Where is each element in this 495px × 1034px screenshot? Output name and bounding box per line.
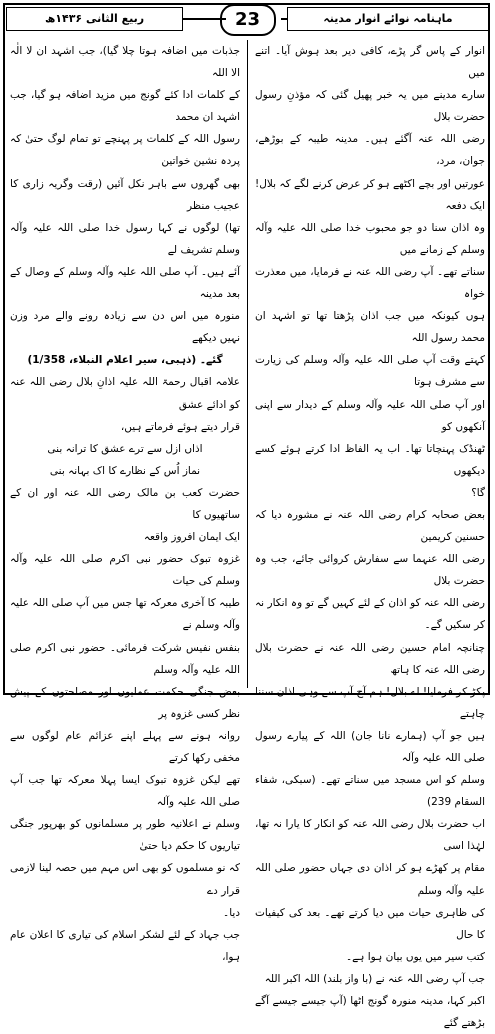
reference-line: وسلم کو اس مسجد میں سناتے تھے۔ (سبکی، شفاء السقام 239) (255, 774, 485, 809)
text-line: ٹھنڈک پہنچاتا تھا۔ اب یہ الفاظ ادا کرتے ہوئے کسے دیکھوں (255, 442, 485, 477)
text-line: رضی اللہ عنہما سے سفارش کروائی جائے، جب وہ حضرت بلال (255, 553, 485, 588)
text-line: ہیں جو آپ (ہمارے نانا جان) اللہ کے پیارے رسول صلی اللہ علیہ وآلہ (255, 729, 485, 764)
text-line: علامہ اقبال رحمۃ اللہ علیہ اذانِ بلال رضی اللہ عنہ کو ادائے عشق (10, 376, 240, 411)
text-line: ہوں کیونکہ میں جب اذان پڑھتا تھا تو اشہد ان محمد رسول اللہ (255, 310, 485, 345)
text-line: پکڑ کر فرمایا! اے بلال! ہم آج آپ سے وہی اذان سننا چاہتے (255, 685, 485, 720)
text-line: کہتے وقت آپ صلی اللہ علیہ وآلہ وسلم کی زیارت سے مشرف ہوتا (255, 354, 485, 389)
text-line: بھی گھروں سے باہر نکل آئیں (رقت وگریہ زاری کا عجیب منظر (10, 177, 240, 212)
text-line: وسلم نے اعلانیہ طور پر مسلمانوں کو بھرپور جنگی تیاریوں کا حکم دیا حتیٰ (10, 818, 240, 853)
text-line: جب جہاد کے لئے لشکر اسلام کی تیاری کا اعلان عام ہوا، (10, 928, 240, 963)
magazine-title: ماہنامہ نوائے انوار مدینہ (287, 7, 489, 31)
section-heading: حضرت کعب بن مالک رضی اللہ عنہ اور ان کے ساتھیوں کا (10, 486, 240, 521)
text-line: جذبات میں اضافہ ہوتا چلا گیا)، جب اشہد ان لا الٰہ الا اللہ (10, 45, 240, 80)
reference-line: گئے۔ (ذہبی، سیر اعلام النبلاء، 1/358) (27, 354, 223, 367)
text-line: کی ظاہری حیات میں دیا کرتے تھے۔ بعد کی کیفیات کا حال (255, 906, 485, 941)
section-heading: ایک ایمان افروز واقعہ (143, 531, 240, 544)
text-line: غزوہ تبوک حضور نبی اکرم صلی اللہ علیہ وآلہ وسلم کی حیات (10, 553, 240, 588)
page-header (6, 7, 489, 33)
text-line: اکبر کہا، مدینہ منورہ گونج اٹھا (آپ جیسے جیسے آگے بڑھتے گئے (255, 995, 485, 1030)
poem-verse: نماز اُس کے نظارے کا اک بہانہ بنی (49, 464, 201, 477)
issue-date: ربیع الثانی ۱۴۳۶ھ (6, 7, 183, 31)
text-line: تھے لیکن غزوہ تبوک ایسا پہلا معرکہ تھا جب آپ صلی اللہ علیہ وآلہ (10, 774, 240, 809)
text-line: منورہ میں اس دن سے زیادہ رونے والے مرد وزن نہیں دیکھے (10, 310, 240, 345)
text-line: چنانچہ امام حسین رضی اللہ عنہ نے حضرت بلال رضی اللہ عنہ کا ہاتھ (255, 641, 485, 676)
text-line: گا؟ (471, 486, 485, 499)
text-line: رضی اللہ عنہ کو اذان کے لئے کہیں گے تو وہ انکار نہ کر سکیں گے۔ (255, 597, 485, 632)
page-number: 23 (220, 4, 276, 36)
text-line: وہ اذان سنا دو جو محبوب خدا صلی اللہ علیہ وآلہ وسلم کے زمانے میں (255, 221, 485, 256)
text-line: سناتے تھے۔ آپ رضی اللہ عنہ نے فرمایا، میں معذرت خواہ (255, 265, 485, 301)
text-line: اب حضرت بلال رضی اللہ عنہ کو انکار کا یارا نہ تھا، لہٰذا اسی (255, 818, 485, 853)
text-line: انوار کے پاس گر پڑے، کافی دیر بعد ہوش آیا۔ اتنے میں (255, 45, 485, 80)
right-column (255, 40, 485, 1030)
header-rule-right (281, 18, 288, 20)
text-line: بنفس نفیس شرکت فرمائی۔ حضور نبی اکرم صلی اللہ علیہ وآلہ وسلم (10, 641, 240, 676)
text-line: روانہ ہونے سے پہلے اپنے عزائم عام لوگوں سے مخفی رکھا کرتے (10, 729, 240, 764)
text-line: بعض صحابہ کرام رضی اللہ عنہ نے مشورہ دیا کہ حسنین کریمین (255, 508, 485, 544)
text-line: آئے ہیں۔ آپ صلی اللہ علیہ وآلہ وسلم کے وصال کے بعد مدینہ (10, 265, 240, 301)
column-divider (247, 40, 248, 688)
text-line: بعض جنگی حکمت عملیوں اور مصلحتوں کے پیش نظر کسی غزوہ پر (10, 685, 240, 720)
text-line: اور آپ صلی اللہ علیہ وآلہ وسلم کے دیدار سے اپنی آنکھوں کو (255, 398, 485, 433)
text-line: سارے مدینے میں یہ خبر پھیل گئی کہ مؤذنِ رسول حضرت بلال (255, 89, 485, 124)
text-line: مقام پر کھڑے ہو کر اذان دی جہاں حضور صلی اللہ علیہ وآلہ وسلم (255, 862, 485, 897)
text-line: رضی اللہ عنہ آگئے ہیں۔ مدینہ طیبہ کے بوڑھے، جوان، مرد، (255, 133, 485, 168)
text-line: دیا۔ (223, 906, 240, 919)
poem-verse: اذاں ازل سے ترے عشق کا ترانہ بنی (47, 442, 203, 455)
text-line: طیبہ کا آخری معرکہ تھا جس میں آپ صلی اللہ علیہ وآلہ وسلم نے (10, 597, 240, 632)
header-rule-left (182, 18, 226, 20)
text-line: کتب سیر میں یوں بیان ہوا ہے۔ (345, 950, 485, 963)
text-line: قرار دیتے ہوئے فرماتے ہیں، (120, 420, 240, 433)
text-line: کہ نو مسلموں کو بھی اس مہم میں حصہ لینا لازمی قرار دے (10, 862, 240, 897)
left-column (10, 40, 240, 963)
text-line: کے کلمات ادا کئے گونج میں مزید اضافہ ہو گیا، جب اشہد ان محمد (10, 89, 240, 124)
text-line: جب آپ رضی اللہ عنہ نے (با واز بلند) اللہ اکبر اللہ (264, 972, 485, 985)
text-line: عورتیں اور بچے اکٹھے ہو کر عرض کرنے لگے کہ بلال! ایک دفعہ (255, 177, 485, 212)
text-line: تھا) لوگوں نے کہا رسول خدا صلی اللہ علیہ وآلہ وسلم تشریف لے (10, 221, 240, 256)
text-line: رسول اللہ کے کلمات پر پہنچے تو تمام لوگ حتیٰ کہ پردہ نشین خواتین (10, 133, 240, 168)
